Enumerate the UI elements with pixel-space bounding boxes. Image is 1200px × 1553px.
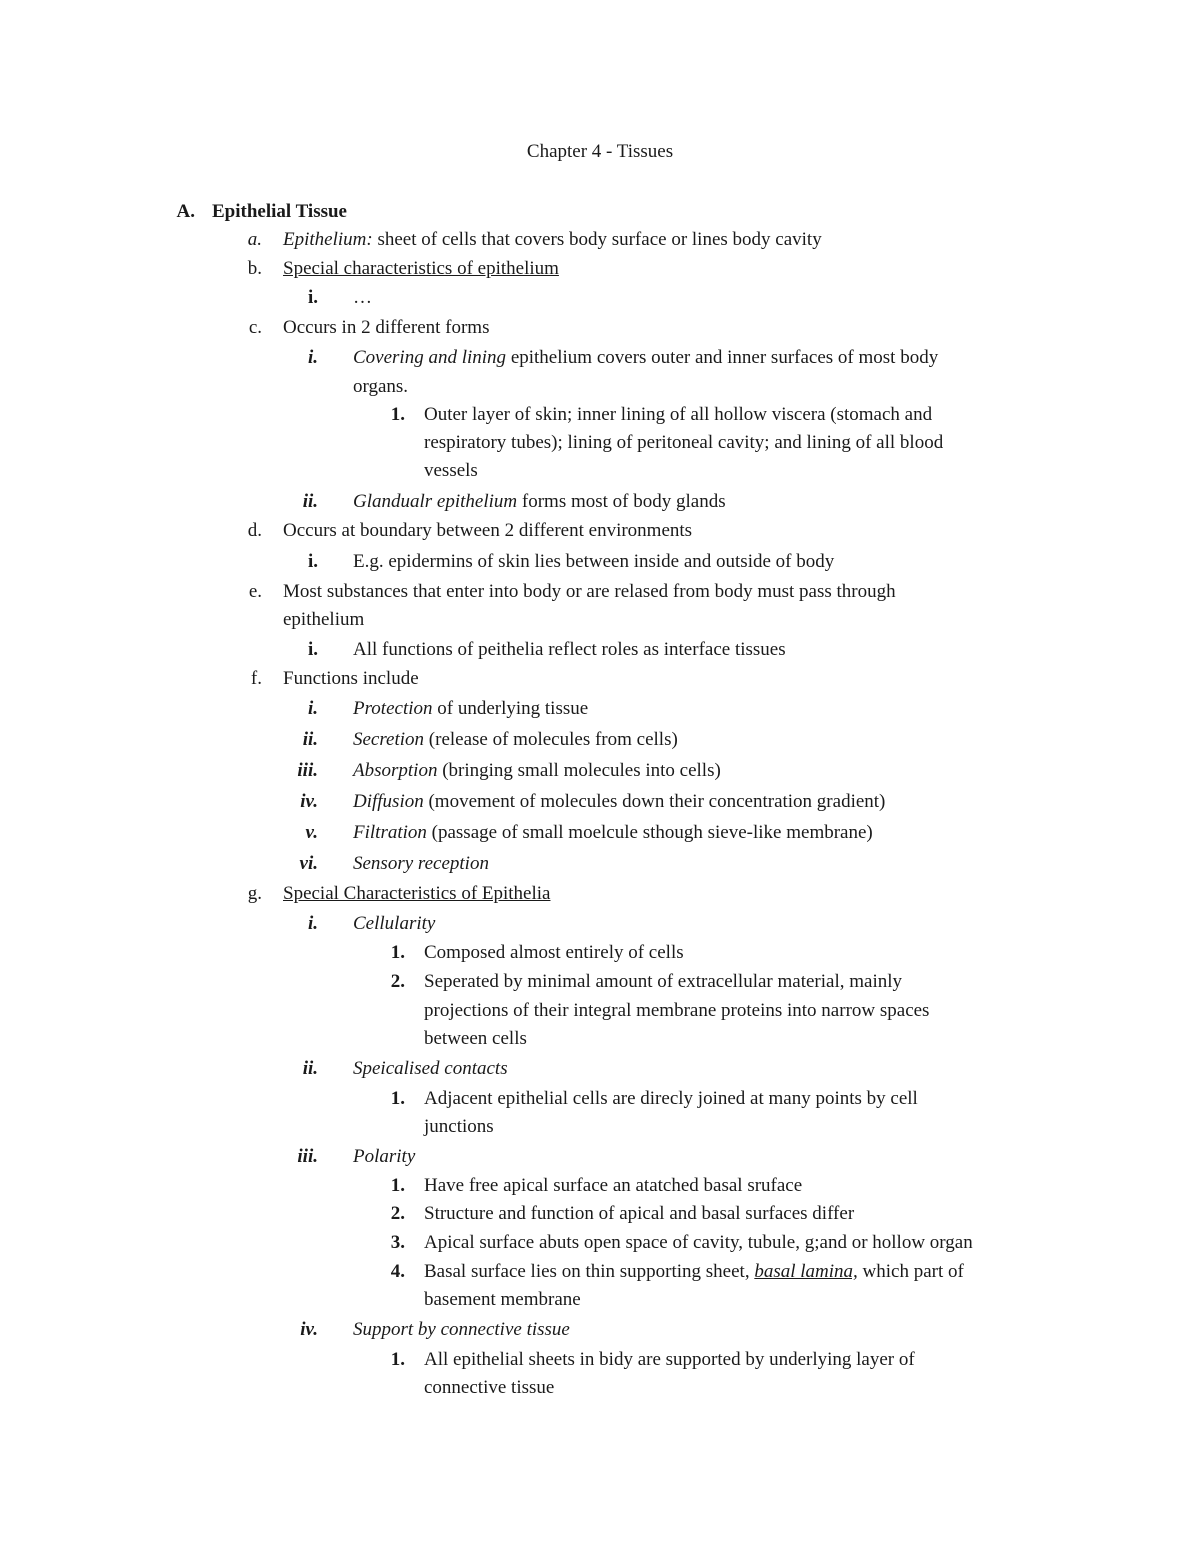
function-item-marker: ii.	[302, 729, 318, 750]
item-g-iii-2-text: Structure and function of apical and basal surfaces differ	[424, 1203, 855, 1224]
item-g-i-2-text-line2: projections of their integral membrane proteins into narrow spaces	[424, 1000, 930, 1021]
function-item-content	[353, 850, 489, 878]
item-g-iii-2-marker: 2.	[390, 1203, 405, 1224]
function-item-content	[353, 788, 885, 816]
item-c-i-marker: i.	[307, 347, 318, 368]
item-g-iv-term: Support by connective tissue	[353, 1319, 570, 1340]
item-e-text: Most substances that enter into body or are relased from body must pass through	[283, 581, 896, 602]
item-a-marker: a.	[247, 229, 262, 250]
item-e-i-marker: i.	[307, 639, 318, 660]
item-c-i-1-text-line2: respiratory tubes); lining of peritoneal cavity; and lining of all blood	[424, 432, 944, 453]
item-g-iii-term: Polarity	[353, 1146, 416, 1167]
basal-lamina-term: basal lamina,	[754, 1261, 858, 1282]
function-item-term: Filtration	[353, 822, 427, 843]
item-g-i-marker: i.	[307, 913, 318, 934]
function-item-term: Secretion	[353, 729, 425, 750]
item-c-i-text-line2: organs.	[353, 376, 409, 397]
page-title: Chapter 4 - Tissues	[526, 141, 674, 162]
item-c-i-1-marker: 1.	[390, 404, 405, 425]
item-e-marker: e.	[248, 581, 262, 602]
item-g-iii-4-text-post: which part of	[857, 1261, 964, 1282]
item-g-ii-1-text-line2: junctions	[424, 1116, 494, 1137]
item-g-i-2-text-line3: between cells	[424, 1028, 527, 1049]
item-b-i-text: …	[353, 287, 372, 308]
function-item-text: (release of molecules from cells)	[424, 729, 678, 750]
item-g-iii-4-content	[424, 1258, 964, 1286]
item-g-i-2-marker: 2.	[390, 971, 405, 992]
item-c-ii-marker: ii.	[302, 491, 318, 512]
item-g-ii-marker: ii.	[302, 1058, 318, 1079]
item-c-marker: c.	[248, 317, 262, 338]
item-g-iii-4-text-pre: Basal surface lies on thin supporting sheet,	[424, 1261, 755, 1282]
item-d-i-text: E.g. epidermins of skin lies between inside and outside of body	[353, 551, 835, 572]
item-g-ii-1-marker: 1.	[390, 1088, 405, 1109]
item-f-marker: f.	[250, 668, 262, 689]
item-c-ii-text: forms most of body glands	[517, 491, 726, 512]
item-c-text: Occurs in 2 different forms	[283, 317, 490, 338]
item-g-iv-1-text: All epithelial sheets in bidy are supported by underlying layer of	[424, 1349, 915, 1370]
function-item-marker: iii.	[297, 760, 318, 781]
item-g-iii-marker: iii.	[297, 1146, 318, 1167]
function-item-text: (passage of small moelcule sthough sieve-like membrane)	[426, 822, 873, 843]
section-a-marker: A.	[176, 201, 195, 222]
item-c-i-1-text-line3: vessels	[424, 460, 478, 481]
item-e-text-line2: epithelium	[283, 609, 365, 630]
function-item-text: (bringing small molecules into cells)	[437, 760, 721, 781]
function-item-text: of underlying tissue	[432, 698, 589, 719]
function-item-content	[353, 695, 588, 723]
item-c-i-1-text: Outer layer of skin; inner lining of all hollow viscera (stomach and	[424, 404, 933, 425]
item-g-iv-1-text-line2: connective tissue	[424, 1377, 555, 1398]
item-c-i-content	[353, 344, 938, 372]
item-g-i-1-marker: 1.	[390, 942, 405, 963]
function-item-term: Absorption	[353, 760, 438, 781]
function-item-marker: vi.	[299, 853, 318, 874]
item-g-marker: g.	[247, 883, 262, 904]
item-c-ii-content	[353, 488, 726, 516]
function-item-marker: i.	[307, 698, 318, 719]
item-g-iii-3-marker: 3.	[390, 1232, 405, 1253]
function-item-term: Sensory reception	[353, 853, 489, 874]
item-g-iii-3-text: Apical surface abuts open space of cavity, tubule, g;and or hollow organ	[424, 1232, 973, 1253]
item-c-i-text: epithelium covers outer and inner surfaces of most body	[506, 347, 939, 368]
item-c-ii-term: Glandualr epithelium	[353, 491, 518, 512]
function-item-content	[353, 757, 721, 785]
item-g-iii-4-text-line2: basement membrane	[424, 1289, 581, 1310]
item-g-i-1-text: Composed almost entirely of cells	[424, 942, 684, 963]
function-item-term: Protection	[353, 698, 433, 719]
function-item-text: (movement of molecules down their concentration gradient)	[423, 791, 886, 812]
item-g-iii-1-marker: 1.	[390, 1175, 405, 1196]
item-g-iv-marker: iv.	[300, 1319, 318, 1340]
item-b-marker: b.	[247, 258, 262, 279]
item-g-ii-1-text: Adjacent epithelial cells are direcly joined at many points by cell	[424, 1088, 918, 1109]
item-g-iii-1-text: Have free apical surface an atatched basal sruface	[424, 1175, 803, 1196]
item-a-content	[283, 226, 822, 254]
function-item-content	[353, 819, 873, 847]
item-e-i-text: All functions of peithelia reflect roles as interface tissues	[353, 639, 786, 660]
item-g-iii-4-marker: 4.	[390, 1261, 405, 1282]
item-c-i-term: Covering and lining	[353, 347, 507, 368]
item-f-text: Functions include	[283, 668, 419, 689]
function-item-term: Diffusion	[353, 791, 424, 812]
item-g-text: Special Characteristics of Epithelia	[283, 883, 551, 904]
item-b-text: Special characteristics of epithelium	[283, 258, 559, 279]
section-a-heading: Epithelial Tissue	[212, 201, 347, 222]
function-item-marker: iv.	[300, 791, 318, 812]
item-a-text: sheet of cells that covers body surface or lines body cavity	[372, 229, 822, 250]
item-g-iv-1-marker: 1.	[390, 1349, 405, 1370]
item-g-i-term: Cellularity	[353, 913, 436, 934]
item-b-i-marker: i.	[307, 287, 318, 308]
function-item-content	[353, 726, 678, 754]
item-a-term: Epithelium:	[283, 229, 373, 250]
item-d-marker: d.	[247, 520, 262, 541]
function-item-marker: v.	[305, 822, 318, 843]
item-d-text: Occurs at boundary between 2 different environments	[283, 520, 693, 541]
item-g-i-2-text: Seperated by minimal amount of extracellular material, mainly	[424, 971, 902, 992]
item-g-ii-term: Speicalised contacts	[353, 1058, 508, 1079]
item-d-i-marker: i.	[307, 551, 318, 572]
